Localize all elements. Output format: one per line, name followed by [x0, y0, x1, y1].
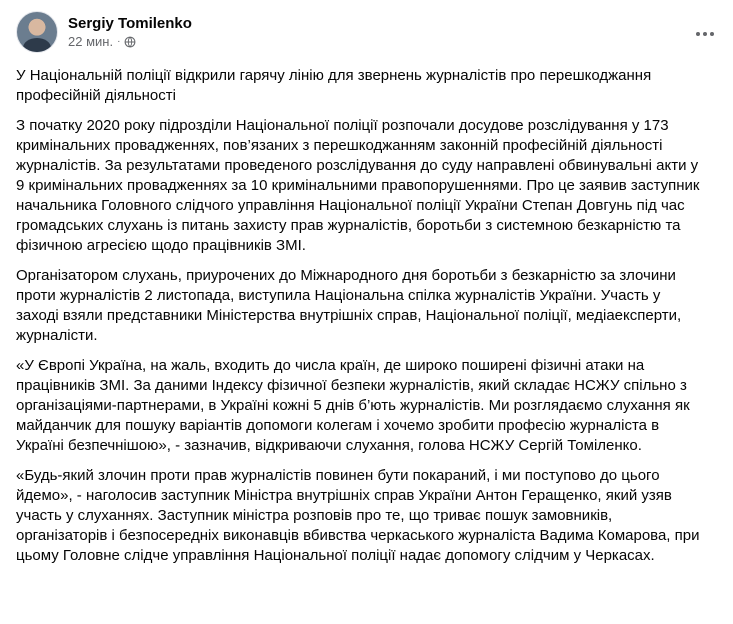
post-meta [68, 14, 192, 50]
post-paragraph: З початку 2020 року підрозділи Національної поліції розпочали досудове розслідування у 173 кримінальних провадженнях, пов’язаних з перешкоджанням законній професійній діяльності журналістів. За результатами проведеного розслідування до суду направлені обвинувальні акти у 9 кримінальних провадженнях за 10 кримінальними правопорушеннями. Про це заявив заступник начальника Головного слідчого управління Національної поліції України Степан Довгунь під час громадських слухань із питань захисту прав журналістів, боротьби з системною безкарністю та фізичною агресією щодо працівників ЗМІ. [16, 117, 700, 254]
post-timestamp[interactable]: 22 мин. [68, 34, 114, 49]
post-paragraph: «У Європі Україна, на жаль, входить до числа країн, де широко поширені фізичні атаки на працівників ЗМІ. За даними Індексу фізичної безпеки журналістів, який складає НСЖУ спільно з організаціями-партнерами, в Україні кожні 5 днів б’ють журналістів. Ми розглядаємо слухання як майданчик для пошуку варіантів допомоги колегам і хочемо зробити професію журналіста в Україні безпечнішою», - зазначив, відкриваючи слухання, голова НСЖУ Сергій Томіленко. [16, 357, 690, 454]
post-header [16, 10, 192, 54]
post-paragraph: Організатором слухань, приурочених до Міжнародного дня боротьби з безкарністю за злочини проти журналістів 2 листопада, виступила Національна спілка журналістів України. Участь у заході взяли представники Міністерства внутрішніх справ, Національної поліції, медіаексперти, журналісти. [16, 267, 682, 344]
post-subline [68, 33, 192, 50]
author-name[interactable]: Sergiy Tomilenko [68, 15, 192, 32]
post-body [16, 66, 706, 576]
post-paragraph: «Будь-який злочин проти прав журналістів повинен бути покараний, і ми поступово до цього йдемо», - наголосив заступник Міністра внутрішніх справ України Антон Геращенко, який узяв участь у слуханнях. Заступник міністра розповів про те, що триває пошук замовників, організаторів і безпосередніх виконавців вбивства черкаського журналіста Вадима Комарова, при цьому Головне слідче управління Національної поліції надає допомогу слідчим у Черкасах. [16, 467, 700, 564]
separator-dot: · [117, 36, 121, 47]
globe-icon[interactable] [124, 36, 136, 48]
more-options-dot [703, 32, 707, 36]
more-options-dot [710, 32, 714, 36]
post-headline: У Національній поліції відкрили гарячу лінію для звернень журналістів про перешкоджання професійній діяльності [16, 67, 652, 104]
more-options-icon [696, 32, 700, 36]
author-avatar[interactable] [16, 11, 58, 53]
more-options-button[interactable] [691, 20, 719, 48]
